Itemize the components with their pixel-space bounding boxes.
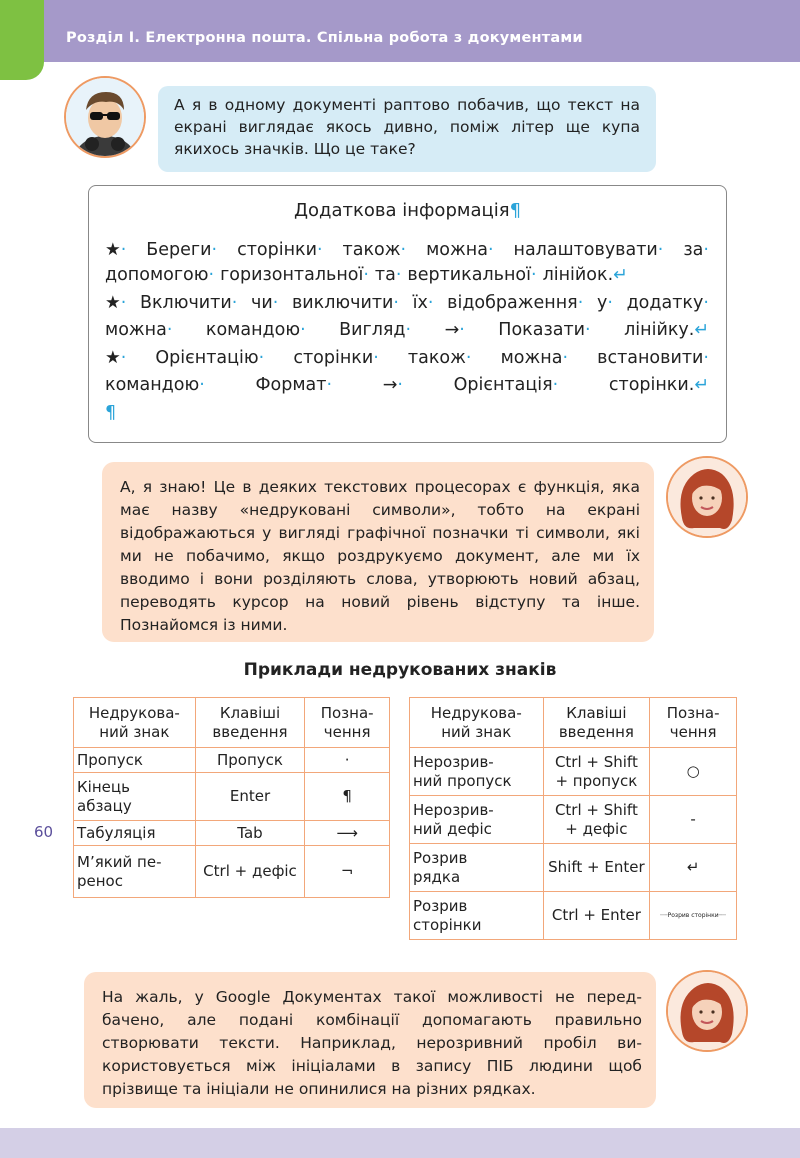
col-header-symbol: Позна- чення	[650, 698, 737, 748]
cell-keys: Ctrl + Shift + пропуск	[543, 748, 650, 796]
info-word: горизонтальної·	[220, 265, 369, 285]
info-word: лінійок.↵	[542, 265, 628, 285]
info-word: сторінки·	[237, 240, 323, 260]
info-line-3	[105, 291, 709, 315]
col-header-keys: Клавіші введення	[195, 698, 305, 748]
info-word: ★·	[105, 348, 127, 368]
girl-avatar-2	[666, 970, 748, 1052]
info-word: →·	[382, 375, 403, 395]
nonprinting-table-right	[409, 697, 737, 940]
cell-char: Пропуск	[74, 748, 196, 773]
info-word: виключити·	[291, 293, 399, 313]
info-word: Вигляд·	[339, 320, 412, 340]
cell-symbol: ○	[650, 748, 737, 796]
girl-speech-text-1: А, я знаю! Це в деяких текстових процесорах є функція, яка має назву «недруковані символи», тобто на екрані відображаються у вигляді графічної позначки ті символи, які ми не побачимо, якщо роздрукуємо документ, але ми їх вводимо і вони розділяють слова, утворюють новий абзац, переводять курсор на новий рівень відступу та інше. Познайомся із ними.	[120, 478, 640, 634]
info-line-5	[105, 346, 709, 370]
boy-speech-text: А я в одному документі раптово побачив, що текст на екрані виглядає якось дивно, поміж літер ще купа якихось значків. Що це таке?	[174, 96, 640, 158]
page-footer	[0, 1128, 800, 1158]
cell-keys: Tab	[195, 821, 305, 846]
info-word: Береги·	[146, 240, 218, 260]
nonprinting-table-left	[73, 697, 390, 898]
info-word: їх·	[412, 293, 434, 313]
info-word: лінійку.↵	[624, 320, 709, 340]
table-row	[74, 846, 390, 898]
chapter-title: Розділ І. Електронна пошта. Спільна робота з документами	[66, 30, 583, 46]
table-row	[410, 748, 737, 796]
cell-char: М’який пе- ренос	[74, 846, 196, 898]
info-word: допомогою·	[105, 265, 215, 285]
info-word: ★·	[105, 293, 127, 313]
cell-keys: Enter	[195, 773, 305, 821]
info-word: Включити·	[139, 293, 238, 313]
girl-speech-bubble-1	[102, 462, 654, 642]
info-word: сторінки·	[293, 348, 379, 368]
info-word: та·	[374, 265, 402, 285]
info-word: додатку·	[626, 293, 709, 313]
info-word: за·	[683, 240, 709, 260]
boy-avatar	[64, 76, 146, 158]
info-word: →·	[444, 320, 465, 340]
table-row	[410, 844, 737, 892]
info-word: Орієнтація·	[453, 375, 559, 395]
cell-keys: Пропуск	[195, 748, 305, 773]
table-row	[410, 796, 737, 844]
info-line-6	[105, 373, 709, 397]
cell-char: Нерозрив- ний дефіс	[410, 796, 544, 844]
cell-keys: Ctrl + Enter	[543, 892, 650, 940]
cell-keys: Ctrl + Shift + дефіс	[543, 796, 650, 844]
info-word: також·	[407, 348, 472, 368]
table-header-row	[410, 698, 737, 748]
col-header-symbol: Позна- чення	[305, 698, 390, 748]
info-word: Формат·	[255, 375, 333, 395]
info-word: командою·	[205, 320, 306, 340]
section-title: Приклади недрукованих знаків	[243, 660, 557, 680]
table-row	[410, 892, 737, 940]
cell-symbol: ⟶	[305, 821, 390, 846]
cell-symbol: ¬	[305, 846, 390, 898]
info-word: Орієнтацію·	[155, 348, 265, 368]
info-word: командою·	[105, 375, 205, 395]
info-word: відображення·	[447, 293, 584, 313]
cell-char: Табуляція	[74, 821, 196, 846]
col-header-char: Недрукова- ний знак	[74, 698, 196, 748]
cell-keys: Shift + Enter	[543, 844, 650, 892]
info-word: також·	[342, 240, 407, 260]
info-line-7: ¶	[105, 403, 117, 423]
page-number: 60	[34, 823, 54, 841]
table-row	[74, 773, 390, 821]
cell-symbol: ¶	[305, 773, 390, 821]
info-word: ★·	[105, 240, 127, 260]
cell-char: Нерозрив- ний пропуск	[410, 748, 544, 796]
cell-symbol: ↵	[650, 844, 737, 892]
info-word: вертикальної·	[407, 265, 537, 285]
info-word: у·	[596, 293, 613, 313]
info-line-2	[105, 263, 709, 287]
girl-speech-bubble-2	[84, 972, 656, 1108]
info-box-title: Додаткова інформація¶	[293, 200, 522, 221]
info-word: чи·	[250, 293, 279, 313]
info-word: встановити·	[597, 348, 709, 368]
cell-symbol: ┈┈Розрив сторінки┈┈	[650, 892, 737, 940]
table-row	[74, 748, 390, 773]
cell-char: Розрив сторінки	[410, 892, 544, 940]
info-line-1	[105, 238, 709, 262]
girl-speech-text-2: На жаль, у Google Документах такої можливості не передбачено, але подані комбінації допомагають правильно створювати тексти. Наприклад, нерозривний пробіл використовується між ініціалами в запису ПІБ людини щоб прізвище та ініціали не опинилися на різних рядках.	[102, 988, 642, 1098]
cell-keys: Ctrl + дефіс	[195, 846, 305, 898]
info-word: можна·	[500, 348, 569, 368]
info-word: можна·	[426, 240, 494, 260]
info-word: можна·	[105, 320, 173, 340]
additional-info-box	[88, 185, 727, 443]
cell-symbol: ·	[305, 748, 390, 773]
info-word: Показати·	[498, 320, 591, 340]
col-header-keys: Клавіші введення	[543, 698, 650, 748]
cell-symbol: -	[650, 796, 737, 844]
info-word: сторінки.↵	[608, 375, 709, 395]
col-header-char: Недрукова- ний знак	[410, 698, 544, 748]
info-line-4	[105, 318, 709, 342]
cell-char: Кінець абзацу	[74, 773, 196, 821]
table-row	[74, 821, 390, 846]
info-word: налаштовувати·	[513, 240, 664, 260]
girl-avatar-1	[666, 456, 748, 538]
cell-char: Розрив рядка	[410, 844, 544, 892]
table-header-row	[74, 698, 390, 748]
header-accent	[0, 0, 44, 80]
boy-speech-bubble	[158, 86, 656, 172]
